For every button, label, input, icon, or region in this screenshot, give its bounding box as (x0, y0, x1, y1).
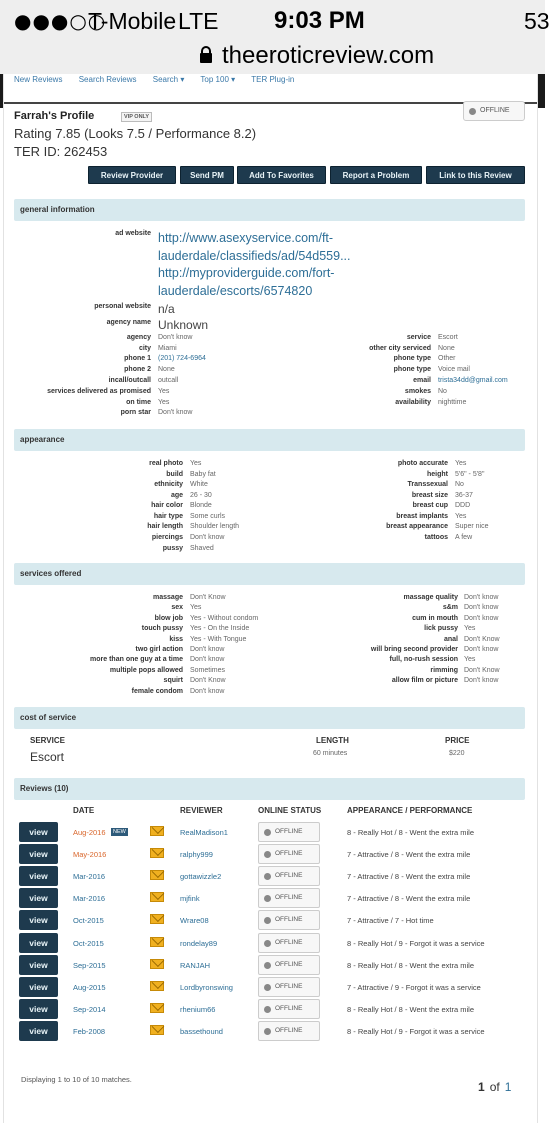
field-label: massage quality (403, 594, 458, 601)
service-value: Escort (30, 750, 65, 764)
field-value: Escort (438, 334, 458, 341)
nav-search-reviews[interactable]: Search Reviews (78, 75, 137, 84)
appearance-performance: 7 - Attractive / 8 - Went the extra mile (347, 872, 471, 881)
field-label: rimming (430, 667, 458, 674)
field-value: Yes (464, 625, 476, 632)
field-label: multiple pops allowed (109, 667, 183, 674)
field-value: Yes (190, 604, 202, 611)
envelope-icon[interactable] (150, 892, 164, 902)
page-title: Farrah's Profile (14, 110, 95, 122)
field-label: porn star (120, 409, 151, 416)
status-dot-icon (264, 962, 271, 969)
field-label: anal (443, 636, 458, 643)
field-value: Yes - Without condom (190, 615, 259, 622)
view-review-button[interactable]: view (19, 910, 58, 930)
reviewer-link[interactable]: RealMadison1 (180, 828, 228, 837)
reviewer-link[interactable]: bassethound (180, 1027, 223, 1036)
appearance-performance: 7 - Attractive / 9 - Forgot it was a service (347, 983, 481, 992)
table-row (4, 887, 537, 909)
field-label: tattoos (424, 534, 448, 541)
field-value: Don't know (464, 677, 499, 684)
field-value: Voice mail (438, 366, 470, 373)
personal-website-label: personal website (94, 303, 151, 310)
field-value: Don't know (190, 656, 225, 663)
appearance-performance: 8 - Really Hot / 8 - Went the extra mile (347, 828, 474, 837)
field-label: phone type (393, 355, 431, 362)
field-label: breast implants (396, 513, 448, 520)
service-col-header: SERVICE (30, 736, 65, 745)
field-label: massage (153, 594, 183, 601)
review-date[interactable]: Aug-2016 (73, 828, 106, 837)
field-label: build (166, 471, 183, 478)
nav-top-100[interactable]: Top 100 ▾ (200, 75, 236, 84)
review-provider-button[interactable]: Review Provider (88, 166, 176, 184)
field-value: Don't know (464, 604, 499, 611)
field-label: smokes (404, 388, 431, 395)
field-label: squirt (163, 677, 183, 684)
appearance-performance: 8 - Really Hot / 9 - Forgot it was a service (347, 1027, 485, 1036)
field-label: phone type (393, 366, 431, 373)
review-date[interactable]: Mar-2016 (73, 872, 106, 881)
field-value: No (438, 388, 447, 395)
envelope-icon[interactable] (150, 914, 164, 924)
field-value: Don't know (190, 646, 225, 653)
ad-website-link[interactable]: http://myproviderguide.com/fort- (158, 266, 335, 280)
field-label: cum in mouth (412, 615, 458, 622)
field-value: Yes (190, 460, 202, 467)
results-count: Displaying 1 to 10 of 10 matches. (21, 1075, 132, 1084)
nav-new-reviews[interactable]: New Reviews (14, 75, 63, 84)
online-status-badge: OFFLINE (463, 101, 525, 121)
status-dot-icon (264, 917, 271, 924)
reviews-heading: Reviews (10) (14, 778, 525, 800)
field-value: Baby fat (190, 471, 216, 478)
field-label: hair length (147, 523, 183, 530)
field-label: breast appearance (386, 523, 448, 530)
review-date[interactable]: May-2016 (73, 850, 107, 859)
view-review-button[interactable]: view (19, 933, 58, 953)
status-dot-icon (264, 984, 271, 991)
reviewer-status: OFFLINE (258, 933, 320, 953)
envelope-icon[interactable] (150, 826, 164, 836)
nav-search[interactable]: Search ▾ (152, 75, 185, 84)
nav-divider (4, 102, 537, 104)
reviewer-status: OFFLINE (258, 999, 320, 1019)
table-row (4, 998, 537, 1020)
price-value: $220 (449, 750, 465, 757)
field-label: other city serviced (369, 345, 431, 352)
field-label: agency (126, 334, 151, 341)
envelope-icon[interactable] (150, 870, 164, 880)
field-value: Miami (158, 345, 177, 352)
field-label: female condom (131, 688, 183, 695)
field-label: real photo (149, 460, 183, 467)
page-of-label: of (489, 1080, 500, 1094)
field-label: kiss (169, 636, 183, 643)
field-value: None (158, 366, 175, 373)
field-value: Super nice (455, 523, 489, 530)
personal-website-value: n/a (158, 302, 175, 316)
status-bar (0, 0, 550, 38)
field-value: Yes (455, 460, 467, 467)
field-value: Don't Know (190, 677, 226, 684)
field-label: phone 2 (124, 366, 151, 373)
page-link[interactable]: 1 (504, 1080, 512, 1094)
field-label: allow film or picture (391, 677, 458, 684)
table-row (4, 843, 537, 865)
new-badge: NEW (113, 829, 126, 835)
field-label: availability (395, 399, 431, 406)
field-label: city (138, 345, 151, 352)
view-review-button[interactable]: view (19, 977, 58, 997)
field-label: sex (171, 604, 183, 611)
phone-link[interactable]: (201) 724-6964 (158, 355, 206, 362)
appearance-performance: 7 - Attractive / 8 - Went the extra mile (347, 850, 471, 859)
appearance-performance: 7 - Attractive / 8 - Went the extra mile (347, 894, 471, 903)
reviewer-link[interactable]: ralphy999 (180, 850, 213, 859)
field-value: Don't know (190, 534, 225, 541)
field-label: age (170, 492, 183, 499)
field-value: Yes (464, 656, 476, 663)
review-date[interactable]: Oct-2015 (73, 916, 104, 925)
vip-badge: VIP ONLY (121, 112, 152, 122)
reviewer-status: OFFLINE (258, 888, 320, 908)
envelope-icon[interactable] (150, 937, 164, 947)
field-value: Don't know (464, 615, 499, 622)
field-label: s&m (442, 604, 458, 611)
reviewer-link[interactable]: gottawizzle2 (180, 872, 222, 881)
field-value: Yes (455, 513, 467, 520)
appearance-performance: 8 - Really Hot / 8 - Went the extra mile (347, 1005, 474, 1014)
ter-id: TER ID: 262453 (14, 144, 108, 159)
appearance-performance: 7 - Attractive / 7 - Hot time (347, 916, 434, 925)
ad-website-link[interactable]: http://www.asexyservice.com/ft- (158, 231, 334, 245)
field-value: Don't know (158, 409, 193, 416)
field-value: 36-37 (455, 492, 473, 499)
status-dot-icon (264, 1006, 271, 1013)
field-value: Don't know (464, 594, 499, 601)
view-review-button[interactable]: view (19, 999, 58, 1019)
network-label: LTE (178, 8, 219, 34)
view-review-button[interactable]: view (19, 955, 58, 975)
table-row (4, 865, 537, 887)
field-label: piercings (151, 534, 183, 541)
field-label: more than one guy at a time (90, 656, 183, 663)
general-info-heading: general information (14, 199, 525, 221)
pagination (478, 1080, 511, 1094)
rating-text: Rating 7.85 (Looks 7.5 / Performance 8.2) (14, 126, 257, 141)
field-value: Don't Know (464, 667, 500, 674)
field-label: breast cup (412, 502, 448, 509)
field-value: Don't know (464, 646, 499, 653)
field-label: service (406, 334, 431, 341)
current-page: 1 (478, 1080, 485, 1094)
ad-website-label: ad website (115, 230, 151, 237)
battery-percent: 53 (524, 8, 550, 34)
status-dot-icon (469, 108, 476, 115)
review-date[interactable]: Feb-2008 (73, 1027, 106, 1036)
field-label: incall/outcall (108, 377, 151, 384)
status-col-header: ONLINE STATUS (258, 806, 322, 815)
field-label: touch pussy (141, 625, 183, 632)
envelope-icon[interactable] (150, 981, 164, 991)
field-value: No (455, 481, 464, 488)
reviewer-link[interactable]: mjfink (180, 894, 200, 903)
reviewer-col-header: REVIEWER (180, 806, 223, 815)
field-value: Yes (158, 388, 170, 395)
status-dot-icon (264, 873, 271, 880)
envelope-icon[interactable] (150, 1003, 164, 1013)
reviewer-status: OFFLINE (258, 866, 320, 886)
field-value: Yes (158, 399, 170, 406)
field-value: Don't Know (464, 636, 500, 643)
view-review-button[interactable]: view (19, 866, 58, 886)
profile-page (3, 74, 538, 1123)
view-review-button[interactable]: view (19, 822, 58, 842)
url-text[interactable]: theeroticreview.com (222, 42, 435, 69)
field-value: Don't know (158, 334, 193, 341)
length-value: 60 minutes (313, 750, 348, 757)
status-dot-icon (264, 1028, 271, 1035)
price-col-header: PRICE (445, 736, 470, 745)
reviewer-link[interactable]: Wrare08 (180, 916, 209, 925)
field-label: two girl action (135, 646, 183, 653)
reviewer-link[interactable]: RANJAH (180, 961, 211, 970)
reviewer-status: OFFLINE (258, 844, 320, 864)
table-row (4, 932, 537, 954)
address-bar[interactable] (0, 38, 545, 74)
reviewer-status: OFFLINE (258, 822, 320, 842)
envelope-icon[interactable] (150, 1025, 164, 1035)
agency-name-value: Unknown (158, 318, 209, 332)
field-value: Yes - On the Inside (190, 625, 250, 632)
field-value: 26 - 30 (190, 492, 212, 499)
field-label: hair type (153, 513, 183, 520)
clock: 9:03 PM (274, 7, 365, 34)
top-nav (14, 75, 308, 84)
field-label: email (413, 377, 431, 384)
ap-col-header: APPEARANCE / PERFORMANCE (347, 806, 473, 815)
services-heading: services offered (14, 563, 525, 585)
field-label: hair color (151, 502, 183, 509)
view-review-button[interactable]: view (19, 1021, 58, 1041)
field-label: height (427, 471, 448, 478)
ad-website-link[interactable]: lauderdale/classifieds/ad/54d559... (158, 249, 351, 263)
agency-name-label: agency name (106, 319, 151, 326)
status-dot-icon (264, 895, 271, 902)
field-value: Sometimes (190, 667, 226, 674)
envelope-icon[interactable] (150, 959, 164, 969)
field-value: Some curls (190, 513, 226, 520)
lock-icon (200, 46, 212, 64)
field-label: phone 1 (124, 355, 151, 362)
carrier-label: T-Mobile (88, 8, 177, 34)
field-value: A few (455, 534, 473, 541)
field-value: outcall (158, 377, 179, 384)
field-value: None (438, 345, 455, 352)
field-value: Other (438, 355, 456, 362)
field-label: ethnicity (154, 481, 183, 488)
link-to-review-button[interactable]: Link to this Review (426, 166, 525, 184)
field-value: nighttime (438, 399, 467, 406)
email-link[interactable]: trista34dd@gmail.com (438, 377, 508, 384)
review-date[interactable]: Sep-2014 (73, 1005, 106, 1014)
field-label: lick pussy (424, 625, 458, 632)
send-pm-button[interactable]: Send PM (180, 166, 234, 184)
ad-website-link[interactable]: lauderdale/escorts/6574820 (158, 284, 313, 298)
reviewer-status: OFFLINE (258, 955, 320, 975)
field-value: Don't Know (190, 594, 226, 601)
review-date[interactable]: Mar-2016 (73, 894, 106, 903)
review-date[interactable]: Oct-2015 (73, 939, 104, 948)
field-value: Shoulder length (190, 523, 240, 530)
view-review-button[interactable]: view (19, 844, 58, 864)
reviewer-link[interactable]: rondelay89 (180, 939, 218, 948)
field-value: Shaved (190, 545, 214, 552)
field-label: services delivered as promised (47, 388, 151, 395)
field-value: 5'6" - 5'8" (455, 471, 485, 478)
appearance-performance: 8 - Really Hot / 9 - Forgot it was a service (347, 939, 485, 948)
review-date[interactable]: Sep-2015 (73, 961, 106, 970)
field-label: on time (126, 399, 151, 406)
field-value: White (190, 481, 208, 488)
table-row (4, 954, 537, 976)
envelope-icon[interactable] (150, 848, 164, 858)
field-label: breast size (411, 492, 448, 499)
field-label: full, no-rush session (389, 656, 458, 663)
field-value: Don't know (190, 688, 225, 695)
view-review-button[interactable]: view (19, 888, 58, 908)
table-row (4, 821, 537, 843)
appearance-heading: appearance (14, 429, 525, 451)
nav-ter-plugin[interactable]: TER Plug-in (251, 75, 295, 84)
reviewer-status: OFFLINE (258, 910, 320, 930)
field-label: blow job (154, 615, 183, 622)
field-label: Transsexual (407, 481, 448, 488)
appearance-performance: 8 - Really Hot / 8 - Went the extra mile (347, 961, 474, 970)
reviewer-link[interactable]: Lordbyronswing (180, 983, 233, 992)
date-col-header: DATE (73, 806, 95, 815)
field-label: will bring second provider (370, 646, 458, 653)
cost-heading: cost of service (14, 707, 525, 729)
field-value: Blonde (190, 502, 212, 509)
status-dot-icon (264, 851, 271, 858)
signal-icon: ●●●○○ (14, 9, 107, 33)
field-label: pussy (162, 545, 183, 552)
reviewer-link[interactable]: rhenium66 (180, 1005, 216, 1014)
reviewer-status: OFFLINE (258, 977, 320, 997)
review-date[interactable]: Aug-2015 (73, 983, 106, 992)
reviewer-status: OFFLINE (258, 1021, 320, 1041)
status-dot-icon (264, 940, 271, 947)
table-row (4, 976, 537, 998)
status-dot-icon (264, 829, 271, 836)
table-row (4, 1020, 537, 1042)
report-problem-button[interactable]: Report a Problem (330, 166, 422, 184)
length-col-header: LENGTH (316, 736, 349, 745)
field-value: DDD (455, 502, 471, 509)
field-value: Yes - With Tongue (190, 636, 247, 643)
table-row (4, 909, 537, 931)
field-label: photo accurate (397, 460, 448, 467)
add-to-favorites-button[interactable]: Add To Favorites (237, 166, 326, 184)
